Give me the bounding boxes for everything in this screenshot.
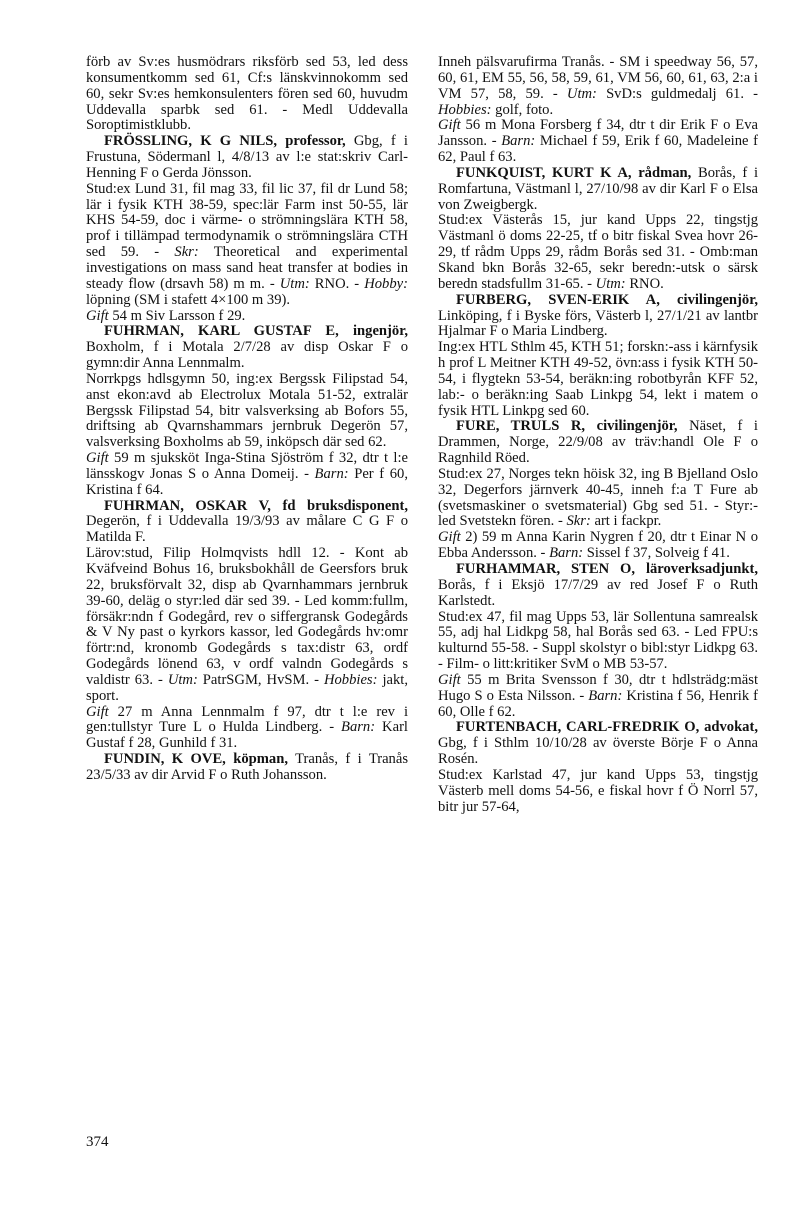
entry-label: Hobby: (364, 275, 408, 292)
entry-paragraph (438, 673, 758, 721)
entry-label: Gift (86, 307, 109, 324)
entry-text: PatrSGM, HvSM. - (197, 671, 324, 688)
entry-heading-paragraph (86, 499, 408, 547)
entry-heading-paragraph (86, 55, 408, 134)
entry-label: Gift (438, 529, 461, 546)
entry-label: Barn: (341, 719, 376, 736)
entry-label: Utm: (595, 275, 626, 292)
entry-text: 56 m Mona Forsberg f 34, dtr t dir Erik F o Eva Jansson. - (438, 117, 758, 150)
entry-text: Gbg, f i Frustuna, Södermanl l, 4/8/13 av l:e stat:skriv Carl-Henning F o Gerda Jönsson. (86, 133, 408, 181)
entry-paragraph (86, 182, 408, 309)
entry-name: FURHAMMAR, STEN O, läroverksadjunkt, (456, 561, 758, 577)
entry-text: art i fackpr. (590, 513, 662, 530)
left-column (86, 55, 408, 784)
entry-heading-paragraph (438, 419, 758, 467)
entry-text: 59 m sjuksköt Inga-Stina Sjöström f 32, dtr t l:e länsskogv Jonas S o Anna Domeij. - (86, 450, 408, 482)
biography-entry (86, 134, 408, 324)
entry-paragraph (438, 340, 758, 419)
entry-label: Barn: (549, 545, 584, 562)
entry-text: Borås, f i Romfartuna, Västmanl l, 27/10/98 av dir Karl F o Elsa von Zweigbergk. (438, 164, 759, 213)
entry-text: 27 m Anna Lennmalm f 97, dtr t l:e rev i gen:tullstyr Ture L o Hulda Lindberg. - (86, 703, 408, 736)
entry-label: Hobbies: (438, 101, 492, 118)
entry-text: 2) 59 m Anna Karin Nygren f 20, dtr t Einar N o Ebba Andersson. - (438, 529, 758, 562)
entry-paragraph (438, 768, 758, 816)
entry-text: 54 m Siv Larsson f 29. (108, 307, 246, 324)
entry-name: FRÖSSLING, K G NILS, professor, (104, 133, 346, 150)
page-number: 374 (86, 1134, 109, 1150)
entry-text: SvD:s guldmedalj 61. - (596, 85, 758, 102)
entry-text: Theoretical and experimental investigations on mass sand heat transfer at bodies in steady flow (drsavh 58) m m. - (86, 244, 408, 292)
entry-label: Barn: (588, 687, 623, 704)
entry-label: Gift (86, 703, 109, 720)
entry-paragraph (438, 118, 758, 166)
entry-text: Boxholm, f i Motala 2/7/28 av disp Oskar F o gymn:dir Anna Lennmalm. (86, 339, 408, 372)
entry-label: Utm: (566, 85, 597, 102)
entry-text: 55 m Brita Svensson f 30, dtr t hdlsträdg:mäst Hugo S o Esta Nilsson. - (438, 671, 758, 704)
entry-text: Stud:ex 27, Norges tekn höisk 32, ing B Bjelland Oslo 32, Degerfors järnverk 40-45, inneh f:a T Fure ab (svetsmaskiner o svetsmaterial) Gbg sed 51. - Styr:-led Svetstekn fören. - (438, 465, 758, 530)
entry-text: Sissel f 37, Solveig f 41. (583, 545, 730, 562)
entry-text: RNO. - (309, 275, 365, 292)
biography-entry (438, 293, 758, 420)
entry-heading-paragraph (438, 720, 758, 768)
entry-label: Gift (438, 671, 461, 688)
entry-label: Hobbies: (323, 671, 378, 688)
entry-paragraph (438, 213, 758, 292)
entry-name: FURE, TRULS R, civilingenjör, (456, 418, 678, 435)
entry-text: Degerön, f i Uddevalla 19/3/93 av målare C G F o Matilda F. (86, 513, 408, 546)
entry-label: Utm: (167, 671, 198, 688)
biography-entry (438, 720, 758, 815)
entry-text: Gbg, f i Sthlm 10/10/28 av överste Börje F o Anna Rosén. (438, 735, 758, 768)
entry-heading-paragraph (86, 324, 408, 372)
entry-heading-paragraph (438, 55, 758, 118)
entry-heading-paragraph (438, 293, 758, 341)
entry-text: Näset, f i Drammen, Norge, 22/9/08 av träv:handl Ole F o Ragnhild Röed. (438, 418, 758, 467)
entry-label: Skr: (174, 244, 199, 261)
entry-text: Per f 60, Kristina f 64. (86, 465, 408, 498)
entry-text: Borås, f i Eksjö 17/7/29 av red Josef F o Ruth Karlstedt. (438, 576, 758, 609)
entry-text: Norrkpgs hdlsgymn 50, ing:ex Bergssk Filipstad 54, anst ekon:avd ab Electrolux Motala 51-52, extralär Bergssk Filipstad 54, bitr valsverksing ab Bofors 55, driftsing ab Qvarnshammars jernbruk Degerön 57, valsverksing Boxholms ab 59, inköpsch där sed 62. (86, 370, 408, 451)
entry-text: Inneh pälsvarufirma Tranås. - SM i speedway 56, 57, 60, 61, EM 55, 56, 58, 59, 61, VM 56, 60, 61, 63, 2:a i VM 57, 58, 59. - (438, 54, 758, 102)
entry-label: Barn: (501, 133, 536, 150)
entry-text: förb av Sv:es husmödrars riksförb sed 53, led dess konsumentkomm sed 61, Cf:s länskvinnokomm sed 60, sekr Sv:es hemkonsulenters fören sed 60, huvudm Uddevalla sparbk sed 61. - Medl Uddevalla Soroptimistklubb. (86, 54, 408, 134)
entry-text: Karl Gustaf f 28, Gunhild f 31. (86, 719, 408, 752)
right-column (438, 55, 758, 816)
entry-name: FUNKQUIST, KURT K A, rådman, (456, 164, 692, 181)
entry-text: golf, foto. (491, 101, 554, 118)
entry-text: Tranås, f i Tranås 23/5/33 av dir Arvid F o Ruth Johansson. (86, 751, 409, 783)
entry-paragraph (86, 372, 408, 451)
entry-paragraph (86, 309, 408, 325)
entry-text: jakt, sport. (86, 671, 408, 704)
entry-text: Ing:ex HTL Sthlm 45, KTH 51; forskn:-ass i kärnfysik h prof L Meitner KTH 49-52, övn:ass i fysik KTH 50-54, i flygtekn 53-54, beräkn:ing robotbyrån KFF 52, lab:- o beräkn:ing Saab Linkpg 54, lekt i matem o fysik HTL Linkpg sed 60. (438, 339, 758, 419)
entry-heading-paragraph (438, 562, 758, 610)
biography-entry (438, 55, 758, 166)
entry-label: Gift (438, 117, 461, 134)
entry-text: löpning (SM i stafett 4×100 m 39). (86, 291, 291, 308)
biography-entry (86, 55, 408, 134)
entry-name: FUHRMAN, KARL GUSTAF E, ingenjör, (104, 323, 408, 340)
entry-name: FUHRMAN, OSKAR V, fd bruksdisponent, (104, 497, 408, 514)
entry-text: Lärov:stud, Filip Holmqvists hdll 12. - Kont ab Kväfveind Bohus 16, bruksbokhåll de Geersfors bruk 22, bruksförvalt 32, disp ab Qvarnhammars jernbruk 39-60, deläg o styr:led där sed 39. - Led komm:fullm, försäkr:ndn f Godegård, rev o siffergransk Godegårds & V Ny past o kyrkors kassor, led Godegårds hv:omr förtr:nd, kronomb Godegårds s tax:distr 63, ordf Godegårds lönend 63, v ordf valndn Godegårds s valdistr 63. - (86, 545, 408, 688)
entry-text: Linköping, f i Byske förs, Västerb l, 27/1/21 av lantbr Hjalmar F o Maria Lindberg. (438, 307, 758, 340)
biography-entry (86, 499, 408, 753)
biography-entry (86, 324, 408, 498)
entry-name: FURTENBACH, CARL-FREDRIK O, advokat, (456, 719, 758, 736)
entry-heading-paragraph (86, 134, 408, 182)
entry-heading-paragraph (86, 752, 408, 784)
entry-name: FURBERG, SVEN-ERIK A, civilingenjör, (456, 291, 758, 308)
entry-paragraph (438, 530, 758, 562)
entry-paragraph (86, 451, 408, 499)
entry-text: Michael f 59, Erik f 60, Madeleine f 62, Paul f 63. (438, 133, 758, 166)
entry-heading-paragraph (438, 166, 758, 214)
entry-paragraph (86, 546, 408, 704)
entry-text: Stud:ex 47, fil mag Upps 53, lär Sollentuna samrealsk 55, adj hal Lidkpg 58, hal Borås sed 63. - Led FPU:s kulturnd 55-58. - Suppl skolstyr o bibl:styr Lidkpg 63. - Film- o litt:kritiker SvM o MB 53-57. (438, 608, 758, 673)
entry-text: Stud:ex Karlstad 47, jur kand Upps 53, tingstjg Västerb mell doms 54-56, e fiskal hovr f Ö Norrl 57, bitr jur 57-64, (438, 766, 758, 815)
entry-label: Skr: (566, 513, 591, 530)
entry-paragraph (438, 467, 758, 530)
entry-label: Barn: (314, 465, 349, 482)
entry-label: Gift (86, 450, 109, 467)
entry-text: Kristina f 56, Henrik f 60, Olle f 62. (438, 687, 759, 720)
biography-entry (86, 752, 408, 784)
entry-label: Utm: (279, 275, 310, 292)
biography-entry (438, 562, 758, 720)
entry-text: Stud:ex Västerås 15, jur kand Upps 22, tingstjg Västmanl ö doms 22-25, tf o bitr fiskal Svea hovr 26-29, tf rådm Upps 29, rådm Borås sed 31. - Omb:man Skand bkn Borås 32-65, sekr beredn:-utsk o särsk beredn stadsfullm 31-65. - (438, 212, 758, 292)
entry-paragraph (438, 610, 758, 673)
entry-text: Stud:ex Lund 31, fil mag 33, fil lic 37, fil dr Lund 58; lär i fysik KTH 38-59, spec:lär Farm inst 50-55, lär KHS 54-59, doc i värme- o strömningslära KTH 58, prof i tillämpad termodynamik o strömningslära CTH sed 59. - (86, 180, 408, 261)
biography-entry (438, 419, 758, 562)
entry-text: RNO. (625, 275, 664, 292)
entry-name: FUNDIN, K OVE, köpman, (104, 751, 288, 768)
entry-paragraph (86, 705, 408, 753)
biography-entry (438, 166, 758, 293)
